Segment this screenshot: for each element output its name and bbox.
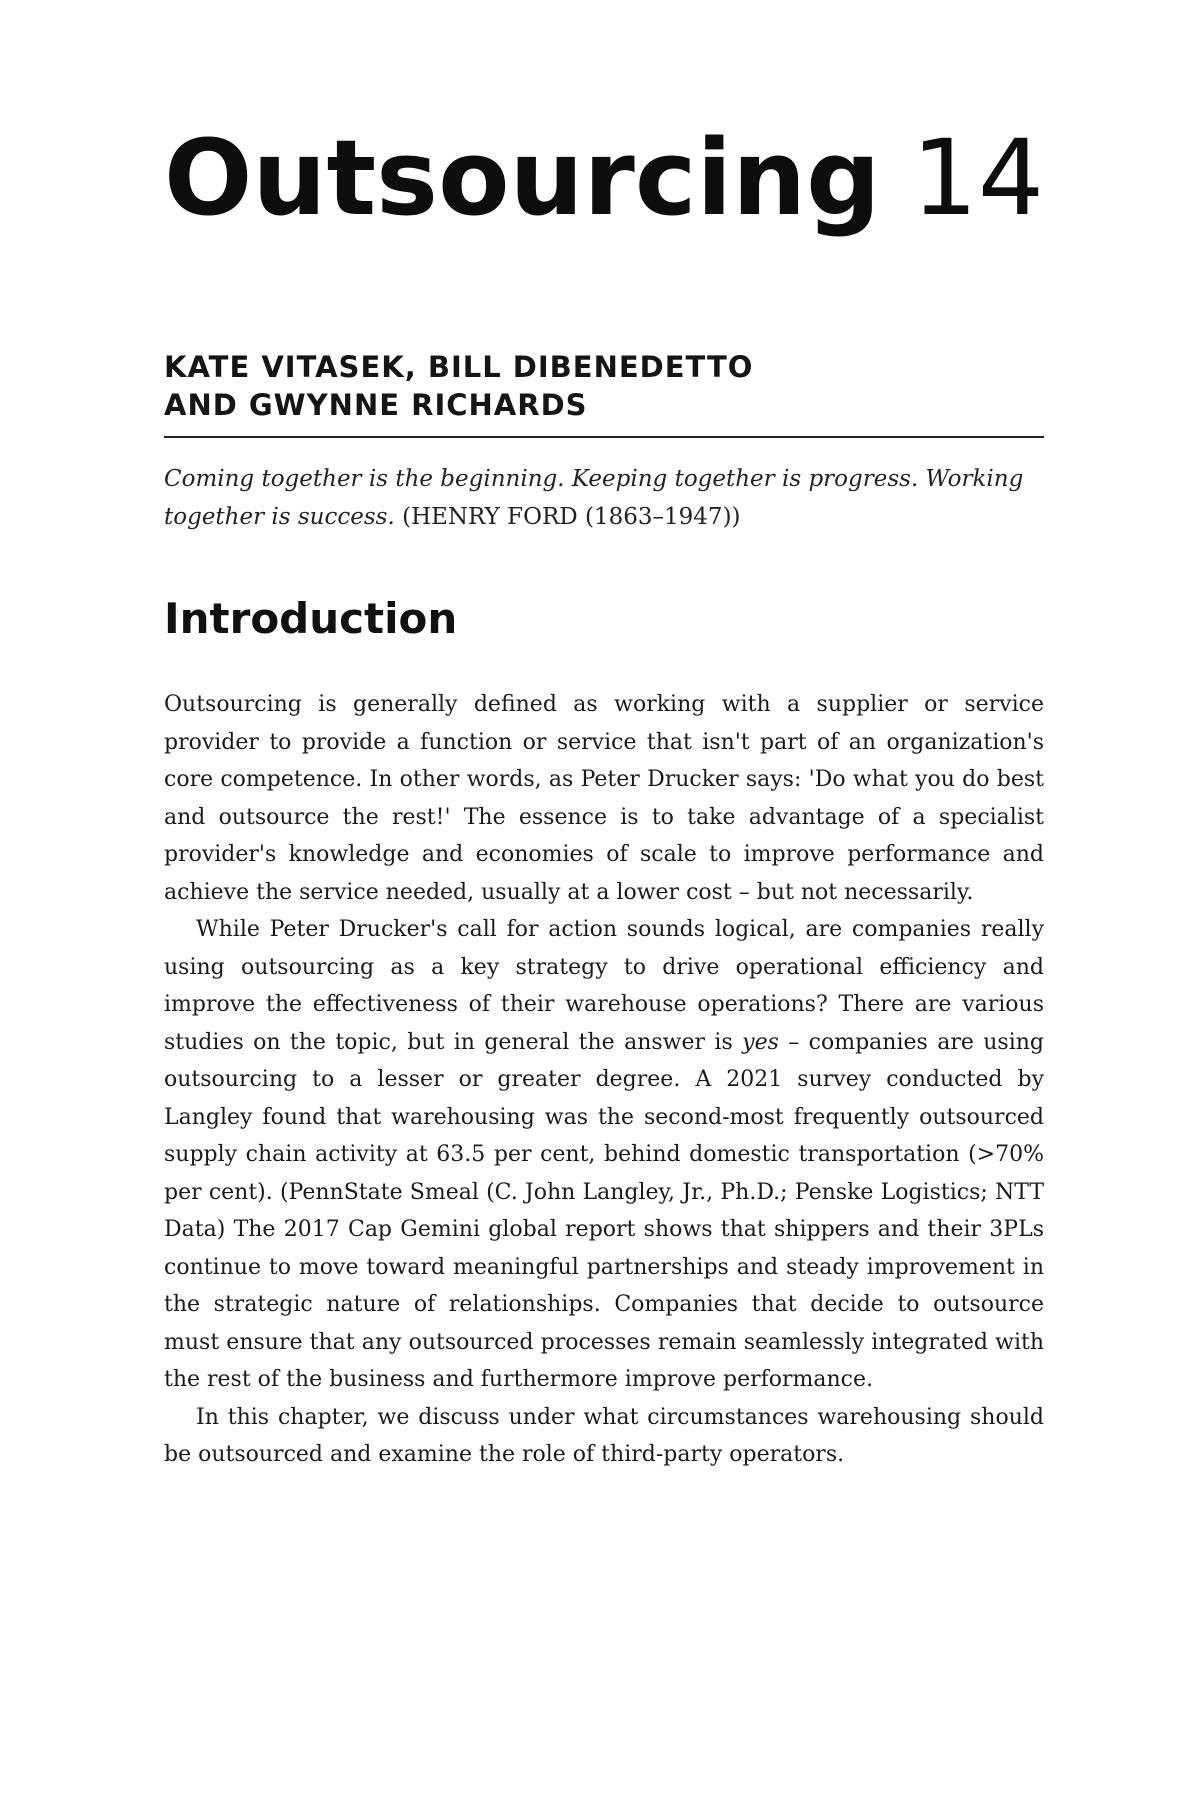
epigraph [164,460,1044,536]
chapter-title: Outsourcing [164,117,881,239]
emphasis-dash: – [788,1029,800,1055]
authors-line-2: AND GWYNNE RICHARDS [164,388,588,422]
authors-line-1: KATE VITASEK, BILL DIBENEDETTO [164,350,754,384]
paragraph-2-start: While Peter Drucker's call for action sounds logical, are companies really using outsourcing as a key strategy to drive operational efficiency and improve the effectiveness of their warehouse operations? There are various studies on the topic, but in general the answer is [164,917,1044,1055]
emphasis-yes: yes [742,1029,779,1055]
chapter-number: 14 [911,117,1044,239]
header-divider [164,436,1044,438]
epigraph-attribution: (HENRY FORD (1863–1947)) [402,504,741,530]
body-text [164,686,1044,1474]
book-page [164,0,1044,1799]
epigraph-quote: Coming together is the beginning. Keeping together is progress. Working together is success. [164,466,1024,530]
paragraph-1: Outsourcing is generally defined as working with a supplier or service provider to provide a function or service that isn't part of an organization's core competence. In other words, as Peter Drucker says: 'Do what you do best and outsource the rest!' The essence is to take advantage of a specialist provider's knowledge and economies of scale to improve performance and achieve the service needed, usually at a lower cost – but not necessarily. [164,692,1044,905]
section-heading: Introduction [164,594,458,643]
chapter-authors [164,348,1044,424]
chapter-header [164,118,1044,238]
paragraph-3: In this chapter, we discuss under what circumstances warehousing should be outsourced and examine the role of third-party operators. [164,1404,1044,1467]
paragraph-2 [164,911,1044,1399]
paragraph-2-end: companies are using outsourcing to a lesser or greater degree. A 2021 survey conducted by Langley found that warehousing was the second-most frequently outsourced supply chain activity at 63.5 per cent, behind domestic transportation (>70% per cent). (PennState Smeal (C. John Langley, Jr., Ph.D.; Penske Logistics; NTT Data) The 2017 Cap Gemini global report shows that shippers and their 3PLs continue to move toward meaningful partnerships and steady improvement in the strategic nature of relationships. Companies that decide to outsource must ensure that any outsourced processes remain seamlessly integrated with the rest of the business and furthermore improve performance. [164,1029,1044,1392]
